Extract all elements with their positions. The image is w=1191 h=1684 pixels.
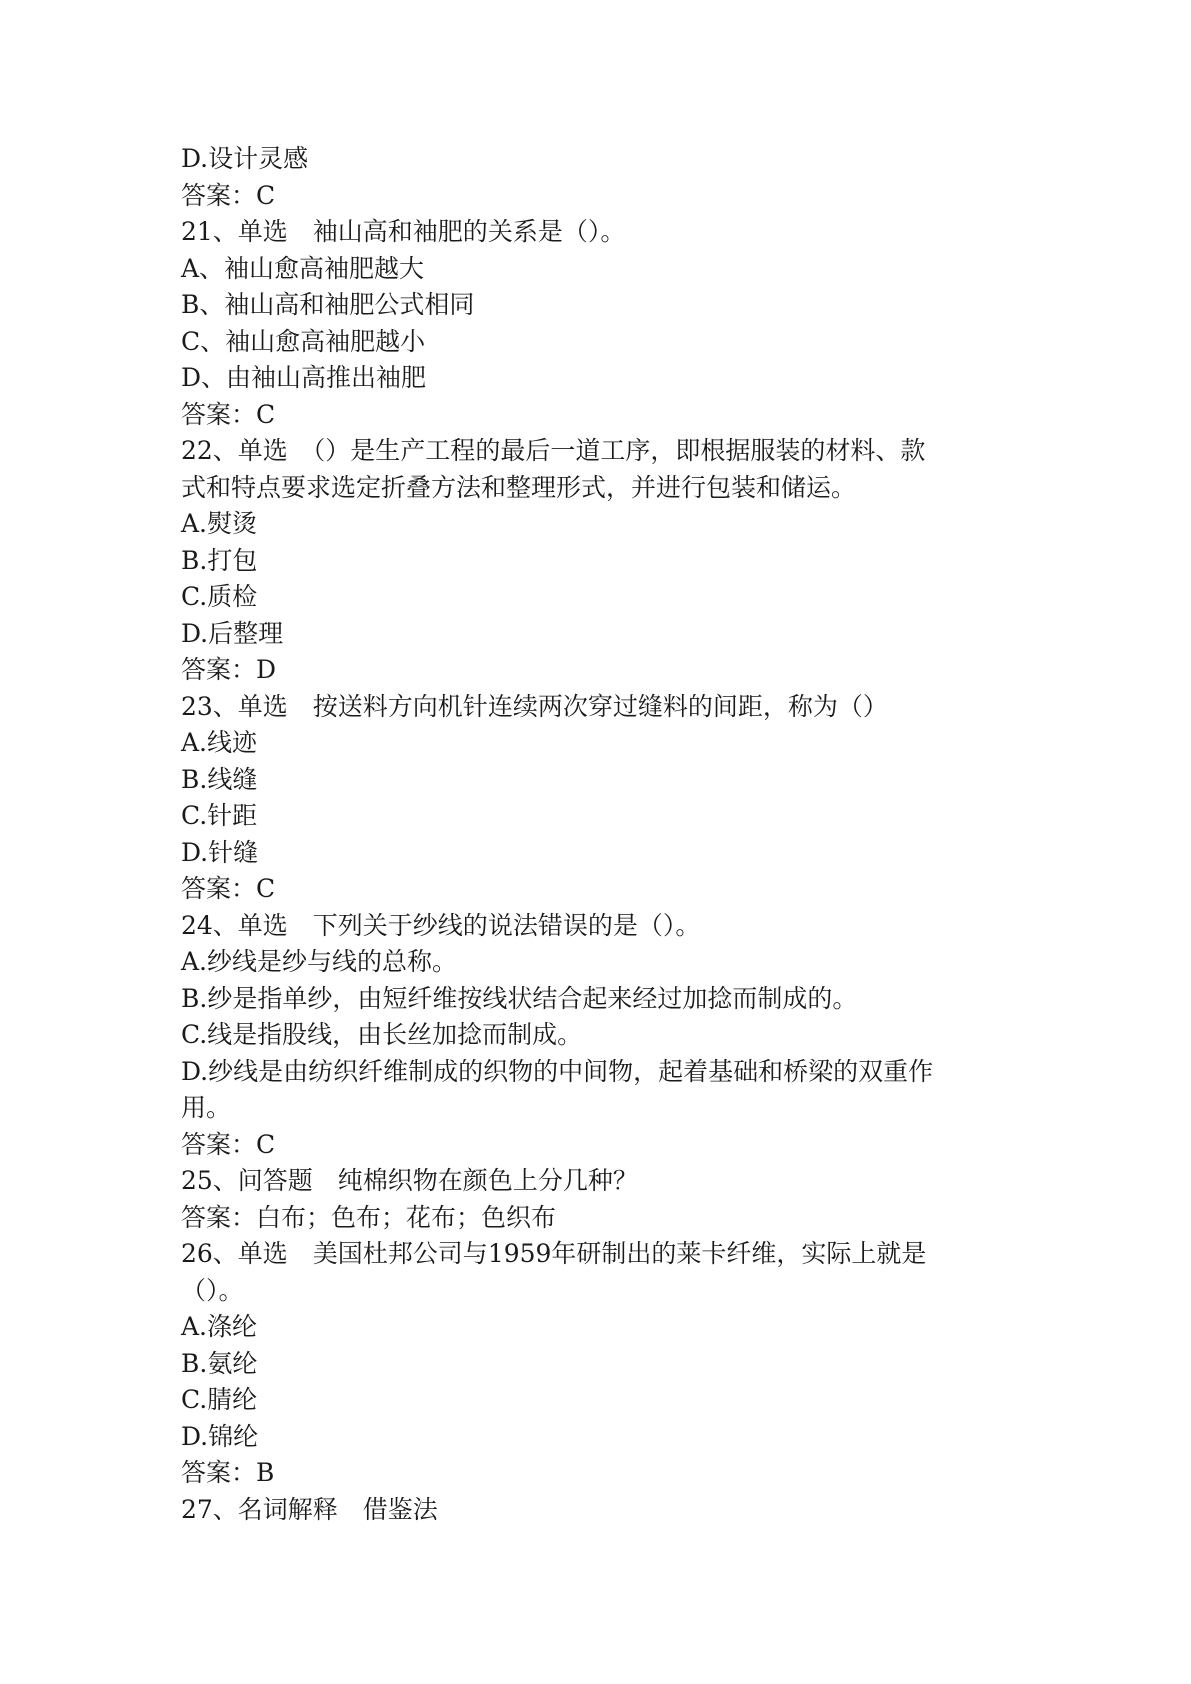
question-line: 23、单选 按送料方向机针连续两次穿过缝料的间距，称为（） (181, 691, 888, 721)
question-line: 26、单选 美国杜邦公司与1959年研制出的莱卡纤维，实际上就是 (181, 1239, 927, 1268)
option-line-continued: 用。 (181, 1093, 232, 1122)
option-line: D、由袖山高推出袖肥 (181, 363, 427, 392)
option-line: C.腈纶 (181, 1385, 258, 1414)
option-line: C.线是指股线，由长丝加捻而制成。 (181, 1020, 583, 1049)
answer-line: 答案：C (181, 399, 276, 429)
option-line: A.线迹 (181, 728, 258, 757)
option-line: B.纱是指单纱，由短纤维按线状结合起来经过加捻而制成的。 (181, 983, 858, 1013)
option-line: A.熨烫 (181, 509, 258, 538)
answer-line: 答案：B (181, 1458, 275, 1487)
option-line: A、袖山愈高袖肥越大 (181, 253, 425, 283)
option-line: A.纱线是纱与线的总称。 (181, 947, 458, 976)
option-line: C.针距 (181, 801, 258, 830)
option-line: D.锦纶 (181, 1421, 259, 1451)
option-line: C、袖山愈高袖肥越小 (181, 326, 426, 356)
answer-line: 答案：D (181, 655, 277, 684)
option-line: D.设计灵感 (181, 144, 309, 173)
question-line: 25、问答题 纯棉织物在颜色上分几种？ (181, 1166, 638, 1195)
answer-line: 答案：C (181, 874, 276, 903)
question-line: 22、单选 （）是生产工程的最后一道工序，即根据服装的材料、款 (181, 436, 926, 465)
option-line: D.纱线是由纺织纤维制成的织物的中间物，起着基础和桥梁的双重作 (181, 1056, 934, 1086)
question-line: 27、名词解释 借鉴法 (181, 1494, 438, 1524)
question-line-continued: 式和特点要求选定折叠方法和整理形式，并进行包装和储运。 (181, 472, 857, 502)
option-line: B.氨纶 (181, 1348, 258, 1378)
option-line: D.后整理 (181, 618, 284, 648)
answer-line: 答案：白布；色布；花布；色织布 (181, 1202, 557, 1232)
option-line: B.线缝 (181, 764, 258, 794)
option-line: B.打包 (181, 545, 258, 575)
answer-line: 答案：C (181, 1129, 276, 1159)
question-line: 21、单选 袖山高和袖肥的关系是（）。 (181, 217, 626, 246)
option-line: B、袖山高和袖肥公式相同 (181, 290, 475, 319)
answer-line: 答案：C (181, 180, 276, 210)
option-line: C.质检 (181, 582, 258, 611)
document-body (181, 141, 1021, 1528)
question-line-continued: （）。 (181, 1275, 244, 1305)
option-line: D.针缝 (181, 837, 259, 867)
question-line: 24、单选 下列关于纱线的说法错误的是（）。 (181, 910, 701, 940)
option-line: A.涤纶 (181, 1312, 258, 1341)
